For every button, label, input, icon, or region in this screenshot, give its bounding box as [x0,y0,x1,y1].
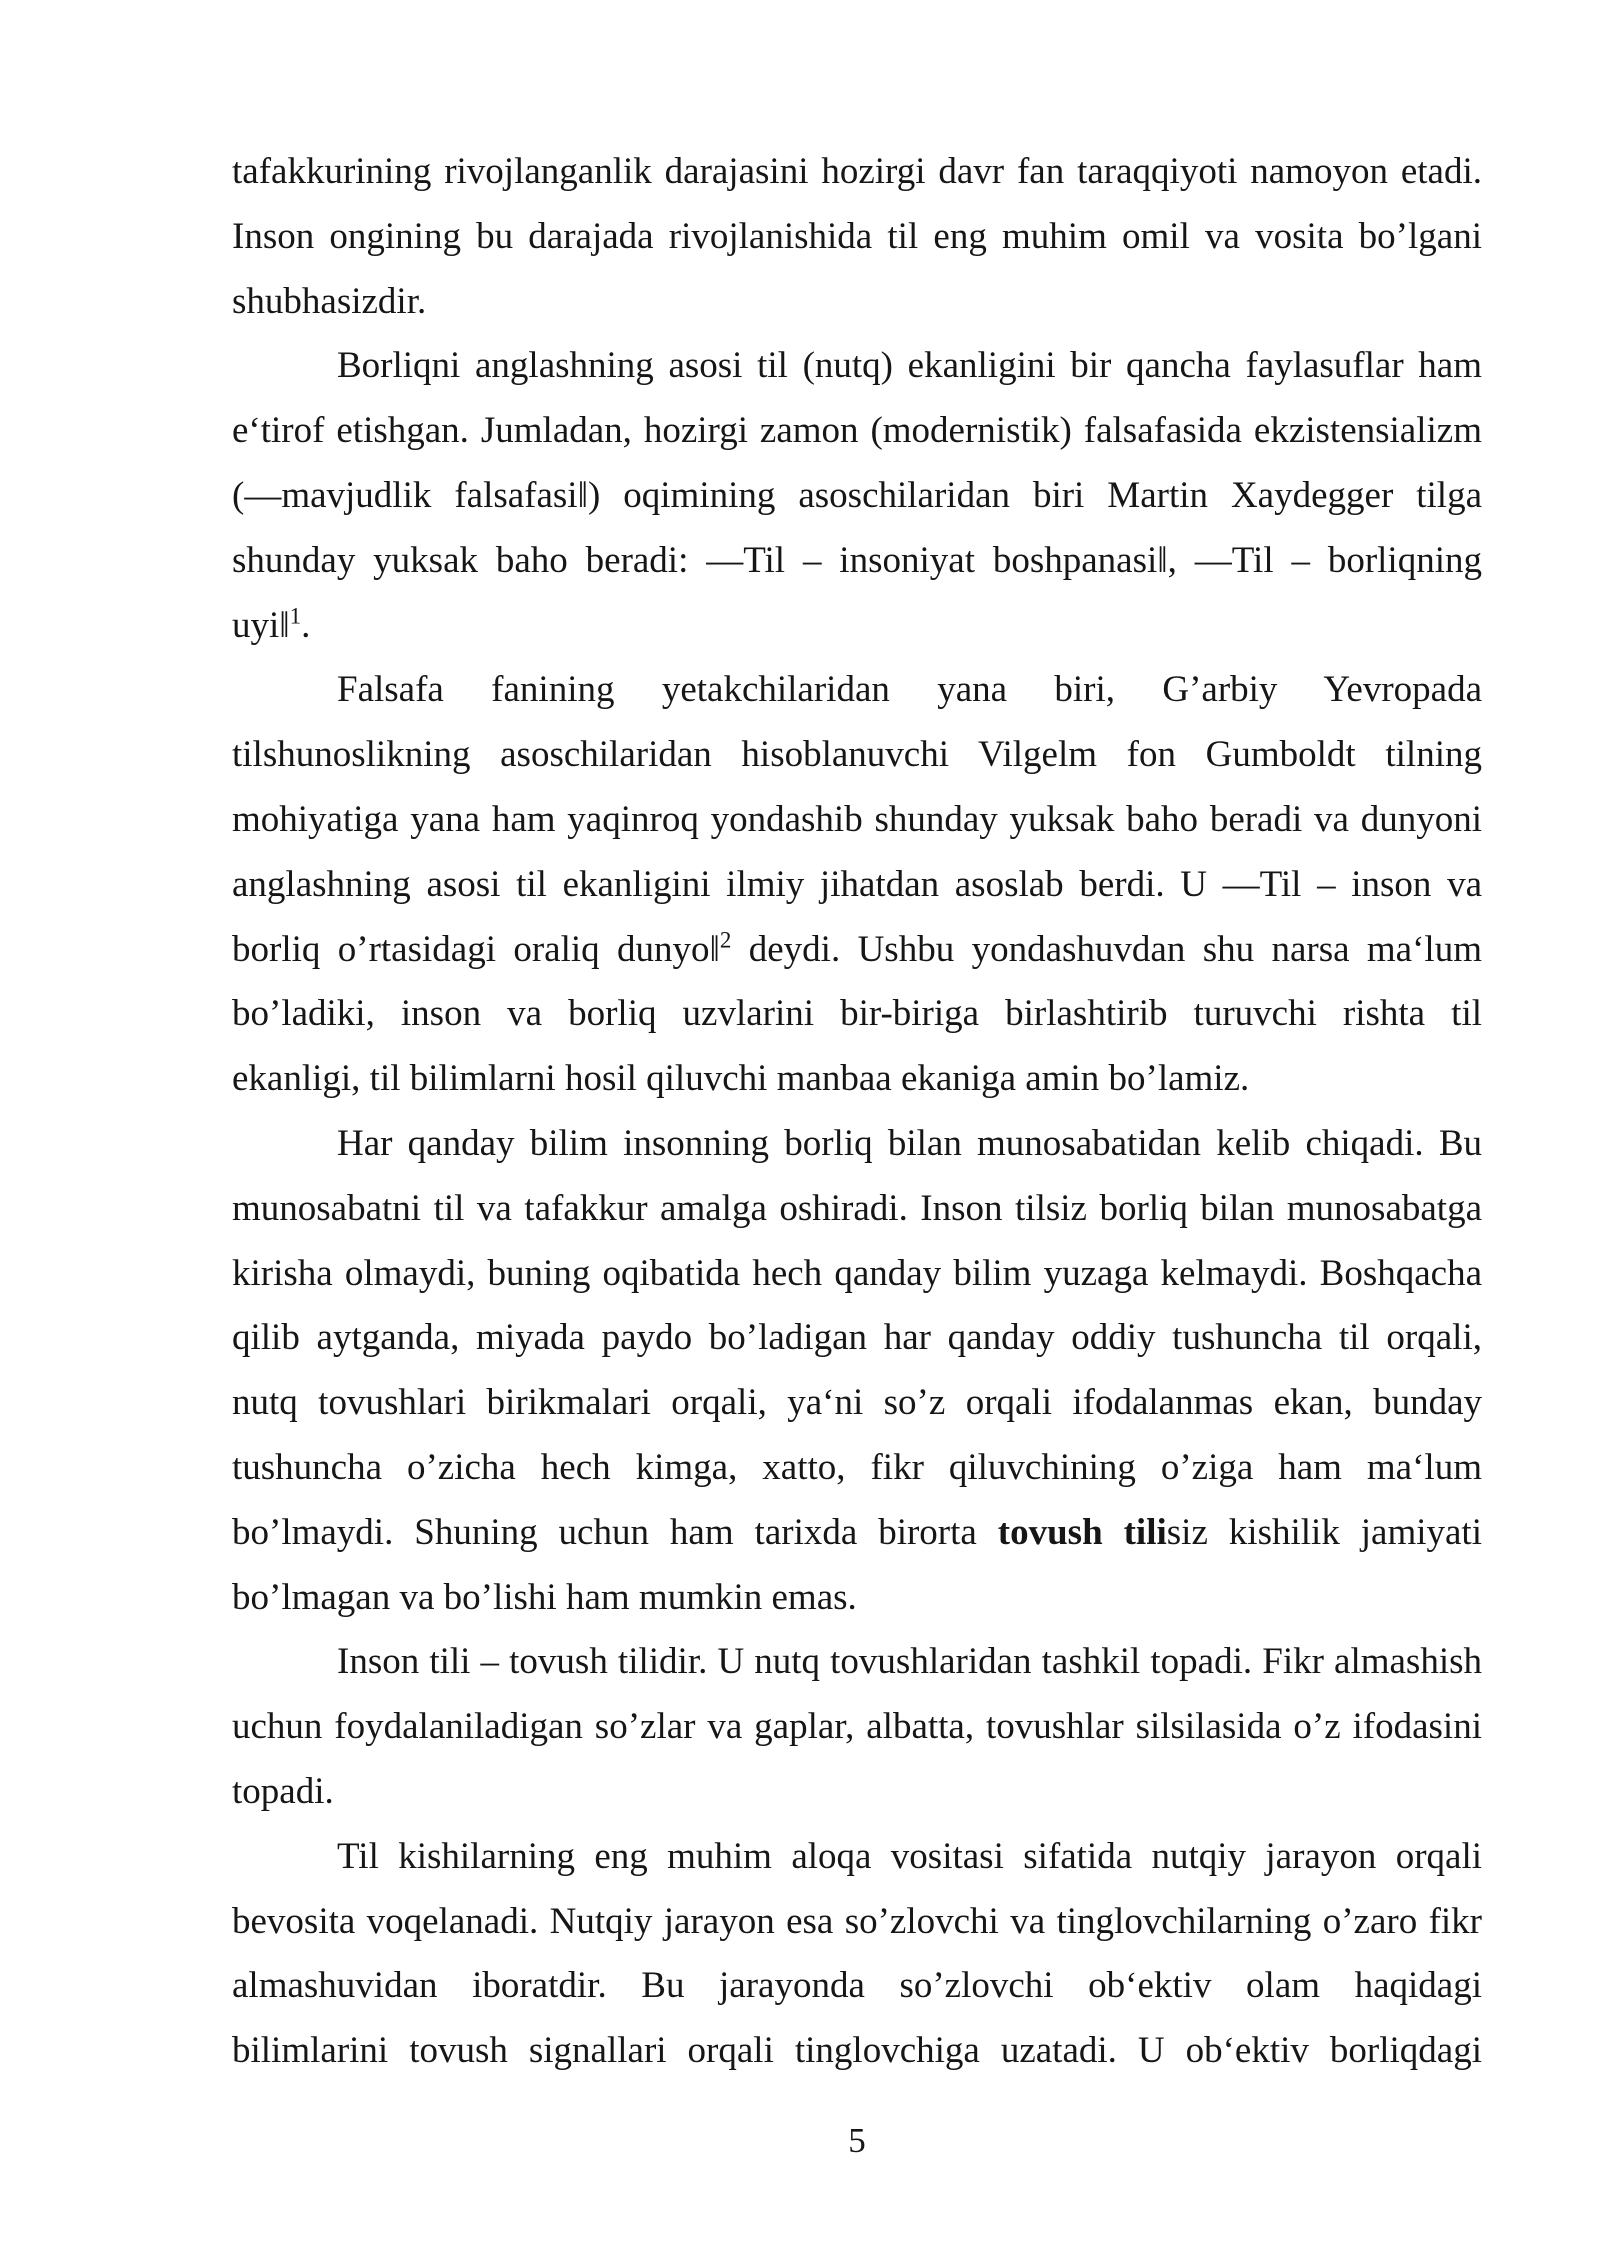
text-segment: almashuvidan iboratdir. Bu jarayonda so’zlovchi ob‘ektiv olam haqidagi [232,1965,1482,2007]
text-line [232,982,1482,1047]
text-line [232,594,1482,659]
text-line [232,1954,1482,2019]
text-line [232,1890,1482,1955]
text-segment: e‘tirof etishgan. Jumladan, hozirgi zamon (modernistik) falsafasida ekzistensializm [232,410,1482,452]
text-segment: mohiyatiga yana ham yaqinroq yondashib shunday yuksak baho beradi va dunyoni [232,798,1482,840]
text-segment: uchun foydalaniladigan so’zlar va gaplar, albatta, tovushlar silsilasida o’z ifodasini [232,1706,1482,1748]
text-segment: uyi‖ [232,604,290,646]
text-segment: tilshunoslikning asoschilaridan hisoblanuvchi Vilgelm fon Gumboldt tilning [232,734,1482,776]
text-line [232,1436,1482,1501]
text-line [232,1242,1482,1307]
paragraph [232,1630,1482,1824]
text-segment: munosabatni til va tafakkur amalga oshiradi. Inson tilsiz borliq bilan munosabatga [232,1187,1482,1229]
text-line [232,334,1482,399]
footnote-marker: 1 [289,603,302,629]
text-segment: kirisha olmaydi, buning oqibatida hech qanday bilim yuzaga kelmaydi. Boshqacha [232,1252,1482,1294]
text-line [232,529,1482,594]
text-line [232,918,1482,983]
text-segment: Til kishilarning eng muhim aloqa vositasi sifatida nutqiy jarayon orqali [337,1835,1482,1877]
text-line [232,1630,1482,1695]
text-segment: borliq o’rtasidagi oraliq dunyo‖ [232,928,720,970]
text-segment: topadi. [232,1770,334,1812]
text-segment: (—mavjudlik falsafasi‖) oqimining asoschilaridan biri Martin Xaydegger tilga [232,474,1482,516]
text-line [232,205,1482,270]
text-line [232,1566,1482,1631]
text-line [232,1047,1482,1112]
text-line [232,658,1482,723]
paragraph [232,1825,1482,2084]
text-segment: Har qanday bilim insonning borliq bilan munosabatidan kelib chiqadi. Bu [337,1122,1482,1164]
text-line [232,399,1482,464]
text-segment: siz kishilik jamiyati [1166,1511,1482,1553]
text-segment: qilib aytganda, miyada paydo bo’ladigan har qanday oddiy tushuncha til orqali, [232,1317,1482,1359]
text-line [232,140,1482,205]
text-segment: shunday yuksak baho beradi: —Til – insoniyat boshpanasi‖, —Til – borliqning [232,539,1482,581]
text-line [232,1825,1482,1890]
paragraph [232,658,1482,1112]
text-segment: bo’lmaydi. Shuning uchun ham tarixda birorta [232,1511,998,1553]
text-line [232,2019,1482,2084]
page-number: 5 [848,2121,866,2160]
text-segment: bevosita voqelanadi. Nutqiy jarayon esa so’zlovchi va tinglovchilarning o’zaro fikr [232,1900,1482,1942]
text-line [232,788,1482,853]
text-segment: Inson tili – tovush tilidir. U nutq tovushlaridan tashkil topadi. Fikr almashish [337,1641,1482,1683]
paragraph [232,140,1482,334]
text-line [232,270,1482,335]
text-segment: Falsafa fanining yetakchilaridan yana biri, G’arbiy Yevropada [337,669,1482,711]
text-line [232,1306,1482,1371]
text-segment: shubhasizdir. [232,280,427,322]
text-line [232,1371,1482,1436]
text-segment: ekanligi, til bilimlarni hosil qiluvchi manbaa ekaniga amin bo’lamiz. [232,1058,1250,1100]
text-segment: nutq tovushlari birikmalari orqali, ya‘ni so’z orqali ifodalanmas ekan, bunday [232,1382,1482,1424]
text-segment: tafakkurining rivojlanganlik darajasini hozirgi davr fan taraqqiyoti namoyon etadi. [232,151,1482,192]
text-segment: Inson ongining bu darajada rivojlanishida til eng muhim omil va vosita bo’lgani [232,215,1482,257]
text-block [232,140,1482,2084]
text-segment: Borliqni anglashning asosi til (nutq) ekanligini bir qancha faylasuflar ham [337,345,1482,387]
text-segment: anglashning asosi til ekanligini ilmiy jihatdan asoslab berdi. U —Til – inson va [232,863,1482,905]
text-segment: tushuncha o’zicha hech kimga, xatto, fikr qiluvchining o’ziga ham ma‘lum [232,1446,1482,1488]
text-segment: . [301,604,311,646]
paragraph [232,334,1482,658]
text-segment: bilimlarini tovush signallari orqali tinglovchiga uzatadi. U ob‘ektiv borliqdagi [232,2030,1482,2072]
text-line [232,1112,1482,1177]
text-line [232,1695,1482,1760]
text-line [232,853,1482,918]
bold-text: tovush tili [997,1511,1167,1553]
text-line [232,1177,1482,1242]
text-segment: bo’lmagan va bo’lishi ham mumkin emas. [232,1576,857,1618]
paragraph [232,1112,1482,1630]
text-line [232,464,1482,529]
text-line [232,723,1482,788]
text-segment: bo’ladiki, inson va borliq uzvlarini bir-biriga birlashtirib turuvchi rishta til [232,993,1482,1035]
footnote-marker: 2 [719,927,732,953]
text-line [232,1760,1482,1825]
text-segment: deydi. Ushbu yondashuvdan shu narsa ma‘lum [731,928,1482,970]
text-line [232,1501,1482,1566]
